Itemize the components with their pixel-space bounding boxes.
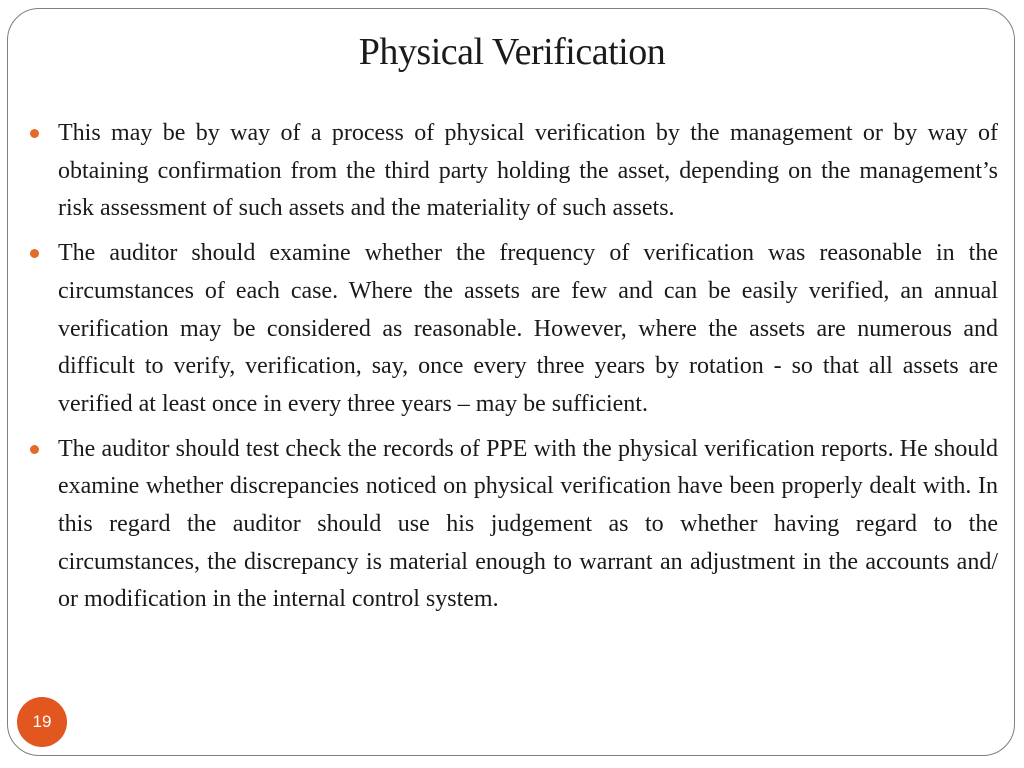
bullet-item [30, 115, 998, 228]
bullet-text: This may be by way of a process of physical verification by the management or by way of obtaining confirmation from the third party holding the asset, depending on the management’s risk assessment of such assets and the materiality of such assets. [58, 120, 998, 222]
bullet-text: The auditor should examine whether the frequency of verification was reasonable in the circumstances of each case. Where the assets are few and can be easily verified, an annual verification may be considered as reasonable. However, where the assets are numerous and difficult to verify, verification, say, once every three years by rotation - so that all assets are verified at least once in every three years – may be sufficient. [58, 240, 998, 417]
bullet-text: The auditor should test check the records of PPE with the physical verification reports. He should examine whether discrepancies noticed on physical verification have been properly dealt with. In this regard the auditor should use his judgement as to whether having regard to the circumstances, the discrepancy is material enough to warrant an adjustment in the accounts and/ or modification in the internal control system. [58, 435, 998, 613]
page-number: 19 [32, 712, 52, 731]
bullet-item [30, 431, 998, 620]
bullet-dot-icon [30, 445, 39, 454]
bullet-dot-icon [30, 129, 39, 138]
bullet-list [30, 115, 998, 626]
page-number-badge [17, 697, 67, 747]
slide-title: Physical Verification [358, 31, 666, 73]
bullet-dot-icon [30, 249, 39, 258]
bullet-item [30, 235, 998, 424]
